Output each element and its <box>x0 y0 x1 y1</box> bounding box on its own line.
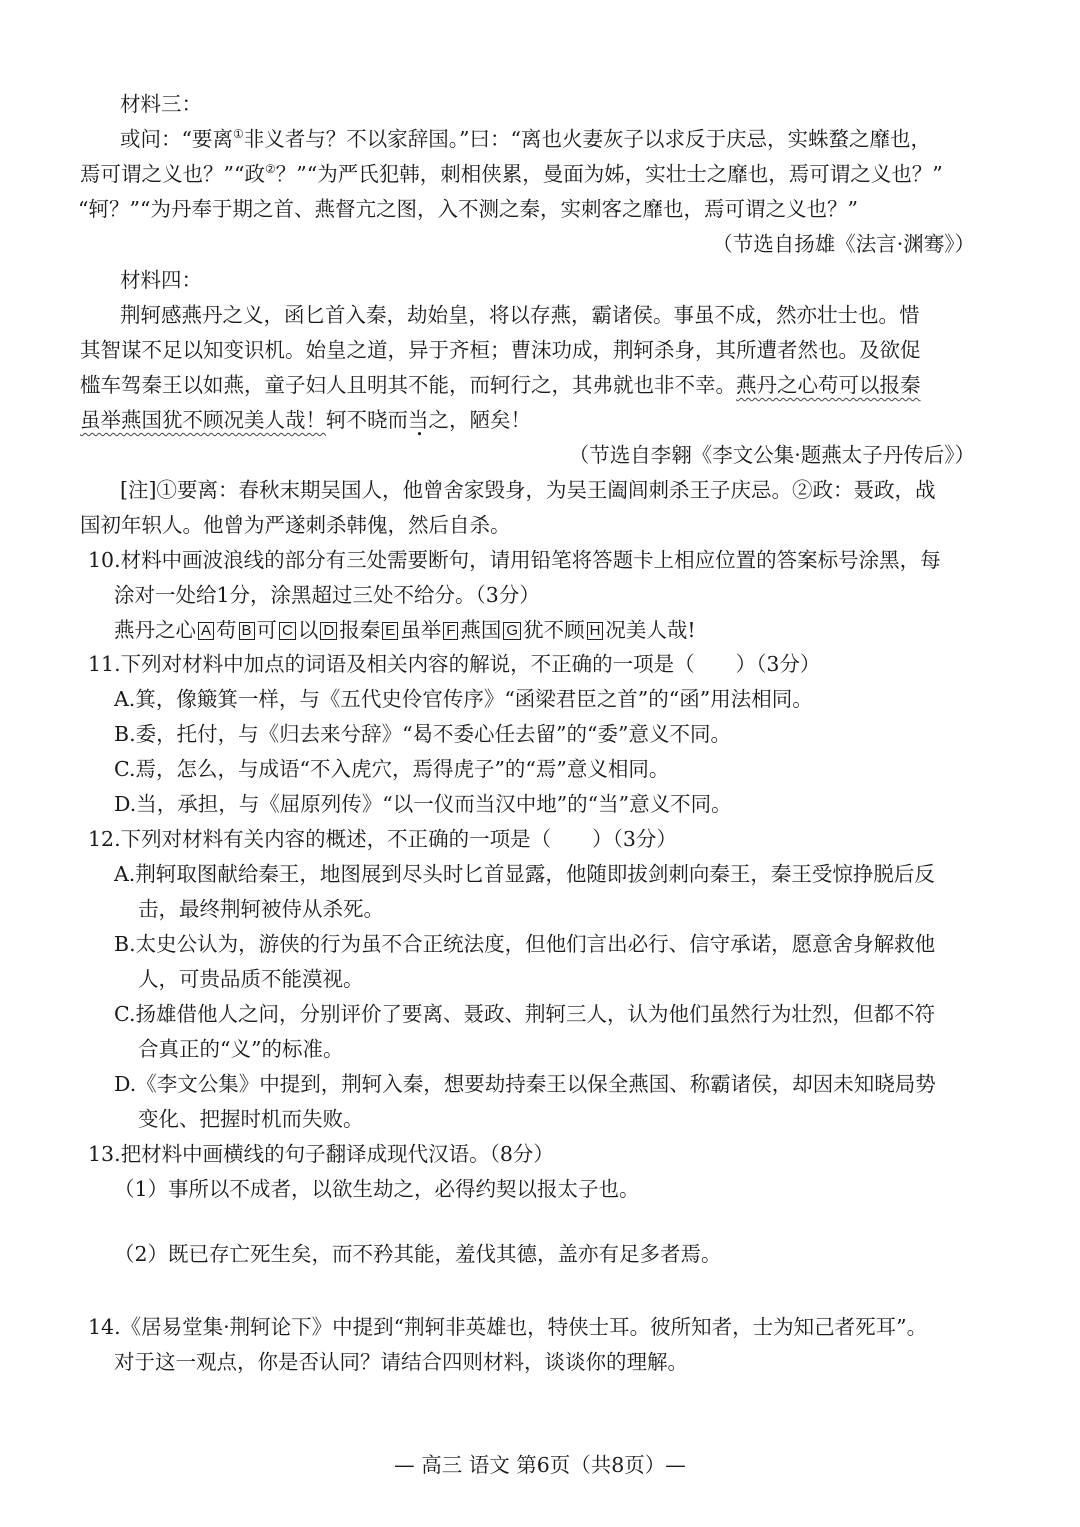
notes-line-2: 国初年轵人。他曾为严遂刺杀韩傀，然后自杀。 <box>80 513 511 537</box>
q12-option-d-1: D.《李文公集》中提到，荆轲入秦，想要劫持秦王以保全燕国、称霸诸侯，却因未知晓局势 <box>114 1072 936 1096</box>
q11-option-b: B.委，托付，与《归去来兮辞》“曷不委心任去留”的“委”意义不同。 <box>114 722 732 746</box>
page-footer: — 高三 语文 第6页（共8页）— <box>394 1453 686 1477</box>
break-box-b[interactable]: B <box>239 622 255 640</box>
q12-option-d-2: 变化、把握时机而失败。 <box>138 1107 364 1131</box>
q13-item-2: （2）既已存亡死生矣，而不矜其能，羞伐其德，盖亦有足多者焉。 <box>114 1242 722 1266</box>
break-box-a[interactable]: A <box>198 622 214 640</box>
q12-option-a-2: 击，最终荆轲被侍从杀死。 <box>138 897 384 921</box>
q13-item-1: （1）事所以不成者，以欲生劫之，必得约契以报太子也。 <box>114 1177 640 1201</box>
material4-line-1: 荆轲感燕丹之义，函匕首入秦，劫始皇，将以存燕，霸诸侯。事虽不成，然亦壮士也。惜 <box>120 303 920 327</box>
material4-source: （节选自李翱《李文公集·题燕太子丹传后》） <box>568 443 975 467</box>
break-box-c[interactable]: C <box>279 622 296 640</box>
q12-option-b-1: B.太史公认为，游侠的行为虽不合正统法度，但他们言出必行、信守承诺，愿意舍身解救他 <box>114 932 936 956</box>
material4-line-4: 虽举燕国犹不顾况美人哉！轲不晓而当之，陋矣！ <box>80 408 531 432</box>
q14-stem-1: 14.《居易堂集·荆轲论下》中提到“荆轲非英雄也，特侠士耳。彼所知者，士为知己者死耳”。 <box>88 1315 928 1339</box>
q11-option-c: C.焉，怎么，与成语“不入虎穴，焉得虎子”的“焉”意义相同。 <box>114 757 670 781</box>
material3-line-1: 或问：“要离①非义者与？不以家辞国。”曰：“离也火妻灰子以求反于庆忌，实蛛蝥之靡也， <box>120 127 931 151</box>
material3-heading: 材料三： <box>120 92 202 116</box>
q12-option-c-2: 合真正的“义”的标准。 <box>138 1037 344 1061</box>
notes-line-1: [注]①要离：春秋末期吴国人，他曾舍家毁身，为吴王阖闾刺杀王子庆忌。②政：聂政，战 <box>120 478 936 502</box>
q12-stem: 12.下列对材料有关内容的概述，不正确的一项是（ ）（3分） <box>88 827 677 851</box>
wavy-underlined-text: 燕丹之心苟可以报秦 <box>736 373 921 397</box>
break-box-d[interactable]: D <box>320 622 337 640</box>
material4-heading: 材料四： <box>120 268 202 292</box>
q10-stem-2: 涂对一处给1分，涂黑超过三处不给分。（3分） <box>114 583 540 607</box>
q12-option-a-1: A.荆轲取图献给秦王，地图展到尽头时匕首显露，他随即拔剑刺向秦王，秦王受惊挣脱后反 <box>114 862 935 886</box>
q14-stem-2: 对于这一观点，你是否认同？请结合四则材料，谈谈你的理解。 <box>114 1350 688 1374</box>
q13-stem: 13.把材料中画横线的句子翻译成现代汉语。（8分） <box>88 1142 554 1166</box>
break-box-g[interactable]: G <box>503 622 521 640</box>
q11-option-d: D.当，承担，与《屈原列传》“以一仪而当汉中地”的“当”意义不同。 <box>114 792 732 816</box>
q10-stem-1: 10.材料中画波浪线的部分有三处需要断句，请用铅笔将答题卡上相应位置的答案标号涂黑，每 <box>88 548 941 572</box>
break-box-e[interactable]: E <box>382 622 398 640</box>
material3-source: （节选自扬雄《法言·渊骞》） <box>712 232 975 256</box>
material4-line-2: 其智谋不足以知变识机。始皇之道，异于齐桓；曹沫功成，荆轲杀身，其所遭者然也。及欲促 <box>80 338 921 362</box>
q10-breakline: 燕丹之心 A 苟 B 可 C 以 D 报秦 E 虽举 F 燕国 G 犹不顾 H 况美人哉! <box>114 618 696 642</box>
material3-line-2: 焉可谓之义也？”“政②？”“为严氏犯韩，刺相侠累，曼面为姊，实壮士之靡也，焉可谓之义也？” <box>80 162 943 186</box>
q11-stem: 11.下列对材料中加点的词语及相关内容的解说，不正确的一项是（ ）（3分） <box>88 652 821 676</box>
material3-line-3: “轲？”“为丹奉于期之首、燕督亢之图，入不测之秦，实刺客之靡也，焉可谓之义也？” <box>78 197 858 221</box>
q12-option-c-1: C.扬雄借他人之问，分别评价了要离、聂政、荆轲三人，认为他们虽然行为壮烈，但都不符 <box>114 1002 935 1026</box>
material4-line-3: 槛车驾秦王以如燕，童子妇人且明其不能，而轲行之，其弗就也非不幸。燕丹之心苟可以报秦 <box>80 373 921 397</box>
wavy-underlined-text-2: 虽举燕国犹不顾况美人哉！ <box>80 408 326 432</box>
emphasis-dot-char: 当 <box>408 408 429 432</box>
q12-option-b-2: 人，可贵品质不能漠视。 <box>138 967 364 991</box>
q11-option-a: A.箕，像簸箕一样，与《五代史伶官传序》“函梁君臣之首”的“函”用法相同。 <box>114 687 813 711</box>
break-box-h[interactable]: H <box>587 622 604 640</box>
break-box-f[interactable]: F <box>443 622 458 640</box>
